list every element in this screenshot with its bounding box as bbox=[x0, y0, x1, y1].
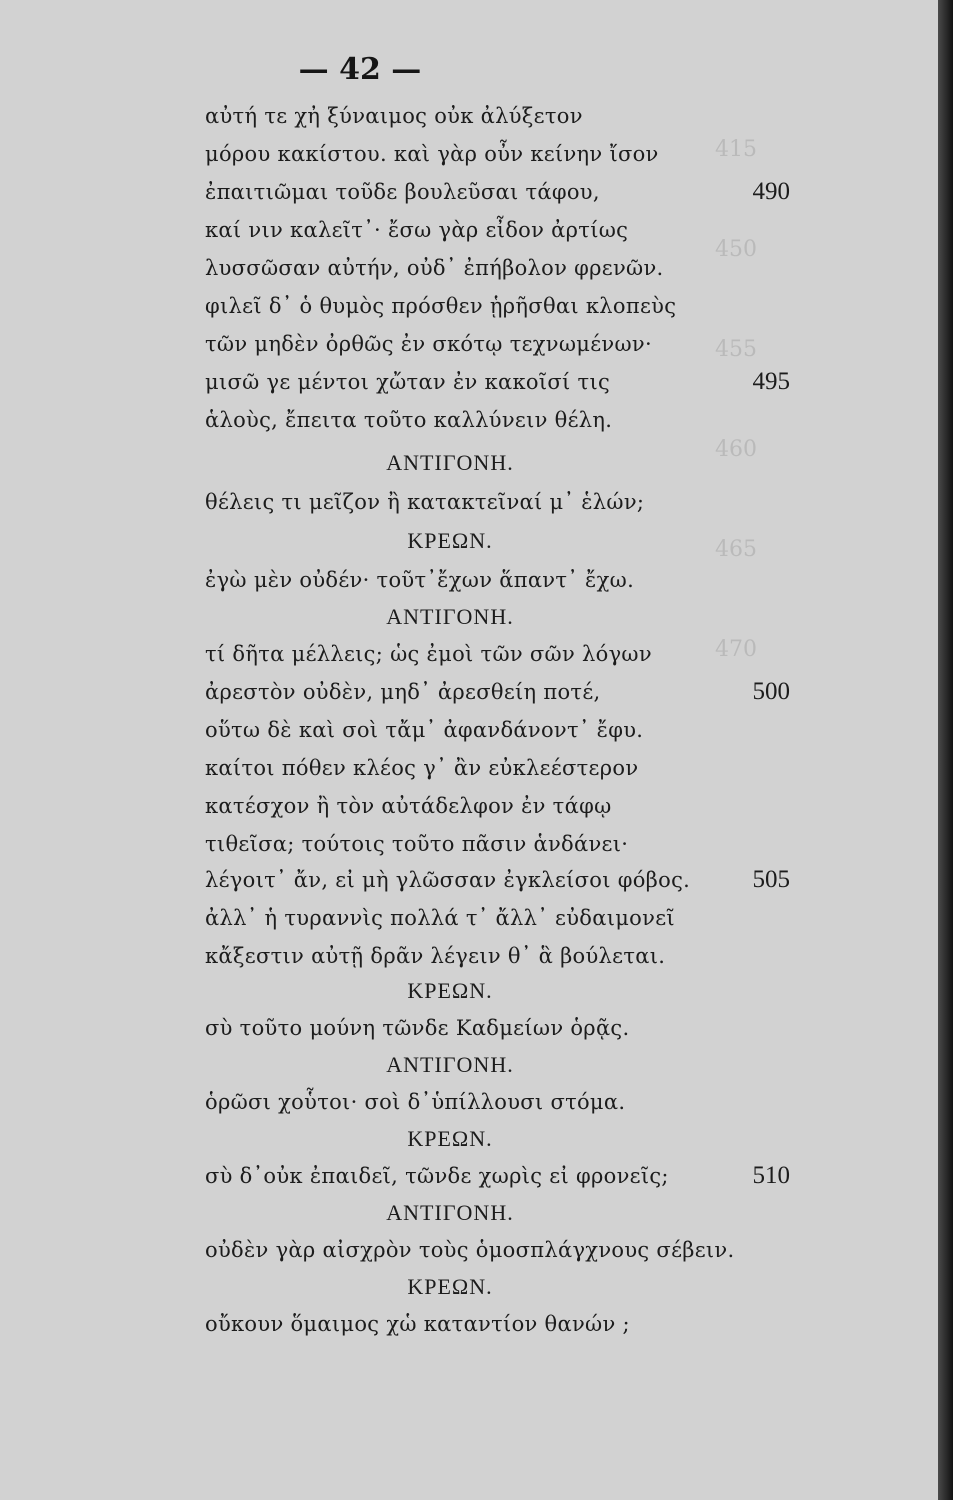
verse-line: καίτοι πόθεν κλέος γ᾽ ἂν εὐκλεέστερον bbox=[205, 756, 639, 780]
verse-line: κἄξεστιν αὐτῇ δρᾶν λέγειν θ᾽ ἃ βούλεται. bbox=[205, 944, 666, 968]
verse-line: λέγοιτ᾽ ἄν, εἰ μὴ γλῶσσαν ἐγκλείσοι φόβος. bbox=[205, 868, 691, 892]
line-number: 500 bbox=[752, 678, 790, 705]
verse-line: καί νιν καλεῖτ᾽· ἔσω γὰρ εἶδον ἀρτίως bbox=[205, 218, 629, 242]
verse-line: ἁλοὺς, ἔπειτα τοῦτο καλλύνειν θέλη. bbox=[205, 408, 613, 432]
verse-line: μόρου κακίστου. καὶ γὰρ οὖν κείνην ἴσον bbox=[205, 142, 659, 166]
verse-line: ὁρῶσι χοὗτοι· σοὶ δ᾽ὑπίλλουσι στόμα. bbox=[205, 1090, 626, 1114]
verse-line: σὺ δ᾽οὐκ ἐπαιδεῖ, τῶνδε χωρὶς εἰ φρονεῖς; bbox=[205, 1164, 669, 1188]
speaker-antigone: ΑΝΤΙΓΟΝΗ. bbox=[386, 604, 514, 629]
verse-line: κατέσχον ἢ τὸν αὐτάδελφον ἐν τάφῳ bbox=[205, 794, 612, 818]
speaker-antigone: ΑΝΤΙΓΟΝΗ. bbox=[386, 1200, 514, 1225]
verse-line: τῶν μηδὲν ὀρθῶς ἐν σκότῳ τεχνωμένων· bbox=[205, 332, 652, 356]
book-spine bbox=[938, 0, 953, 1500]
verse-line: φιλεῖ δ᾽ ὁ θυμὸς πρόσθεν ᾑρῆσθαι κλοπεὺς bbox=[205, 294, 677, 318]
verse-line: αὐτή τε χἠ ξύναιμος οὐκ ἀλύξετον bbox=[205, 104, 583, 128]
verse-line: οὕτω δὲ καὶ σοὶ τἄμ᾽ ἀφανδάνοντ᾽ ἔφυ. bbox=[205, 718, 644, 742]
speaker-antigone: ΑΝΤΙΓΟΝΗ. bbox=[386, 450, 514, 475]
verse-line: ἐγὼ μὲν οὐδέν· τοῦτ᾽ἔχων ἅπαντ᾽ ἔχω. bbox=[205, 568, 635, 592]
verse-line: τιθεῖσα; τούτοις τοῦτο πᾶσιν ἁνδάνει· bbox=[205, 832, 629, 856]
verse-line: λυσσῶσαν αὐτήν, οὐδ᾽ ἐπήβολον φρενῶν. bbox=[205, 256, 664, 280]
line-number: 490 bbox=[752, 178, 790, 205]
verse-line: θέλεις τι μεῖζον ἢ κατακτεῖναί μ᾽ ἑλών; bbox=[205, 490, 645, 514]
speaker-creon: ΚΡΕΩΝ. bbox=[407, 1274, 493, 1299]
verse-line: μισῶ γε μέντοι χὤταν ἐν κακοῖσί τις bbox=[205, 370, 611, 394]
show-through-text: 415 450 455 460 465 470 bbox=[715, 137, 757, 662]
line-number: 495 bbox=[752, 368, 790, 395]
verse-line: ἀρεστὸν οὐδὲν, μηδ᾽ ἀρεσθείη ποτέ, bbox=[205, 680, 601, 704]
verse-line: οὐδὲν γὰρ αἰσχρὸν τοὺς ὁμοσπλάγχνους σέβειν. bbox=[205, 1238, 735, 1262]
speaker-antigone: ΑΝΤΙΓΟΝΗ. bbox=[386, 1052, 514, 1077]
verse-line: οὔκουν ὅμαιμος χὡ καταντίον θανών ; bbox=[205, 1312, 630, 1336]
verse-line: σὺ τοῦτο μούνη τῶνδε Καδμείων ὁρᾷς. bbox=[205, 1016, 630, 1040]
verse-line: ἀλλ᾽ ἡ τυραννὶς πολλά τ᾽ ἄλλ᾽ εὐδαιμονεῖ bbox=[205, 906, 675, 930]
line-number: 510 bbox=[752, 1162, 790, 1189]
speaker-creon: ΚΡΕΩΝ. bbox=[407, 1126, 493, 1151]
line-number: 505 bbox=[752, 866, 790, 893]
page-number: — 42 — bbox=[298, 52, 422, 87]
speaker-creon: ΚΡΕΩΝ. bbox=[407, 978, 493, 1003]
verse-line: ἐπαιτιῶμαι τοῦδε βουλεῦσαι τάφου, bbox=[205, 180, 600, 204]
speaker-creon: ΚΡΕΩΝ. bbox=[407, 528, 493, 553]
verse-line: τί δῆτα μέλλεις; ὡς ἐμοὶ τῶν σῶν λόγων bbox=[205, 642, 652, 666]
